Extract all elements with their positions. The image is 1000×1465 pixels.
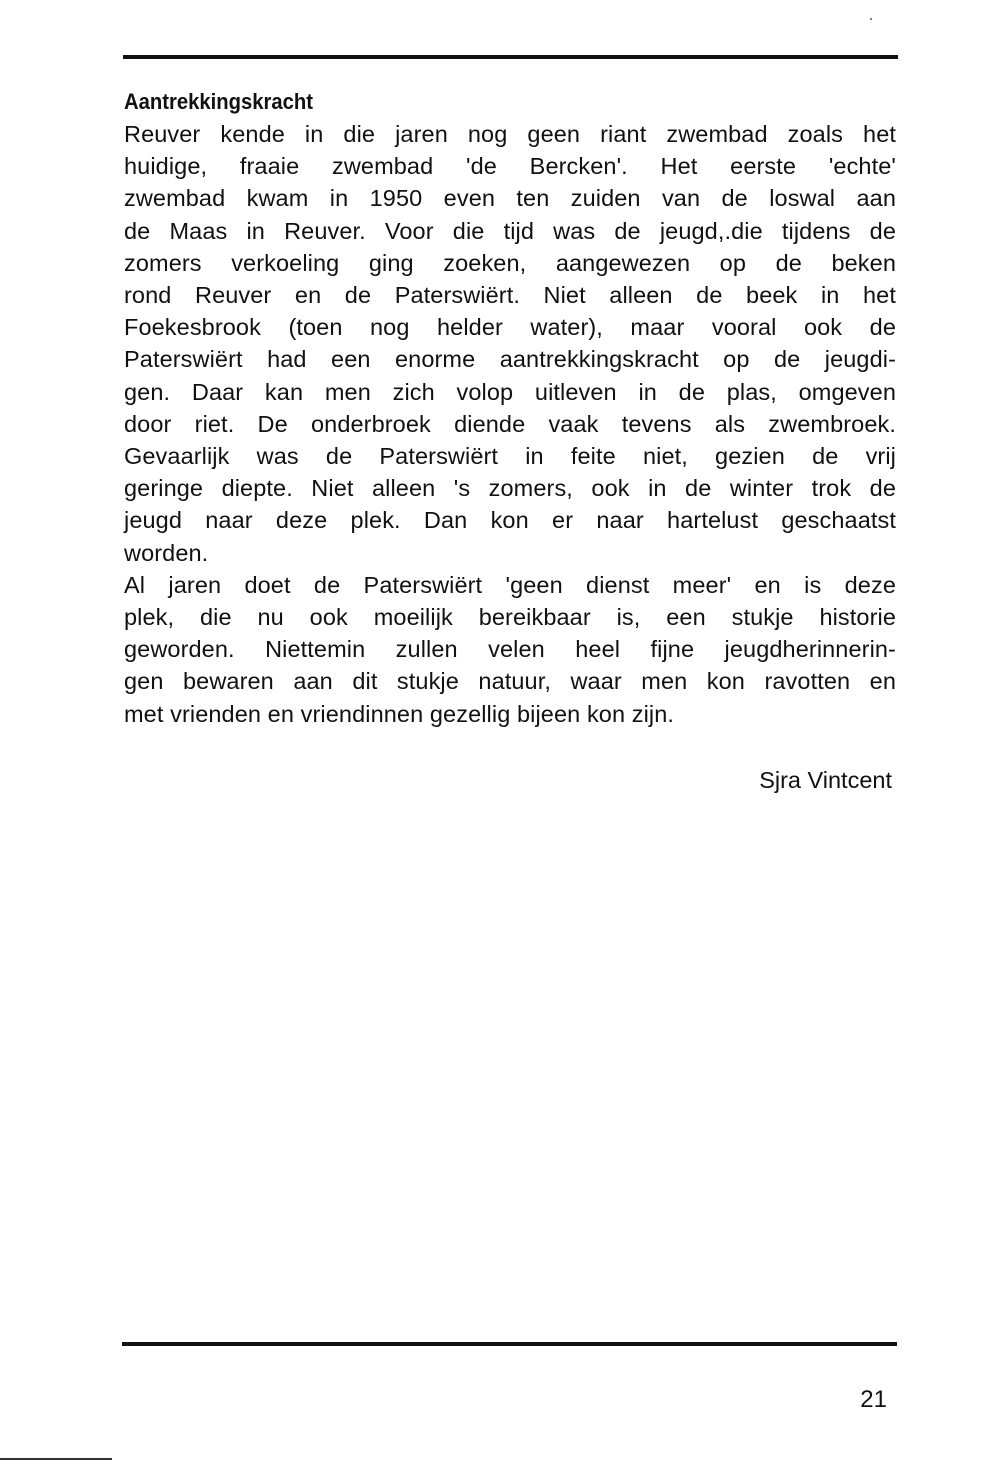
text-line: gen bewaren aan dit stukje natuur, waar men kon ravotten en [124, 668, 896, 695]
text-line: Al jaren doet de Paterswiërt 'geen dienst meer' en is deze [124, 571, 896, 598]
text-line: rond Reuver en de Paterswiërt. Niet alleen de beek in het [124, 282, 896, 309]
page-number: 21 [860, 1386, 887, 1413]
text-line: door riet. De onderbroek diende vaak tevens als zwembroek. [124, 410, 896, 437]
text-line: huidige, fraaie zwembad 'de Bercken'. Het eerste 'echte' [124, 153, 896, 180]
text-line: geworden. Niettemin zullen velen heel fijne jeugdherinnerin- [124, 636, 896, 663]
text-line: jeugd naar deze plek. Dan kon er naar hartelust geschaatst [124, 507, 896, 534]
text-line: Foekesbrook (toen nog helder water), maar vooral ook de [124, 314, 896, 341]
text-line: Gevaarlijk was de Paterswiërt in feite niet, gezien de vrij [124, 443, 896, 470]
text-line: gen. Daar kan men zich volop uitleven in de plas, omgeven [124, 378, 896, 405]
text-line: Reuver kende in die jaren nog geen riant zwembad zoals het [124, 121, 896, 147]
text-line: Paterswiërt had een enorme aantrekkingskracht op de jeugdi- [124, 346, 896, 373]
corner-rule [0, 1458, 112, 1460]
top-rule [123, 55, 898, 59]
article-heading: Aantrekkingskracht [124, 89, 313, 114]
text-line: plek, die nu ook moeilijk bereikbaar is, een stukje historie [124, 604, 896, 631]
text-line: geringe diepte. Niet alleen 's zomers, ook in de winter trok de [124, 475, 896, 502]
text-line: de Maas in Reuver. Voor die tijd was de jeugd,.die tijdens de [124, 217, 896, 244]
article [124, 86, 896, 730]
text-line: zwembad kwam in 1950 even ten zuiden van de loswal aan [124, 185, 896, 212]
text-line: zomers verkoeling ging zoeken, aangewezen op de beken [124, 249, 896, 276]
text-line: met vrienden en vriendinnen gezellig bijeen kon zijn. [124, 700, 675, 727]
scan-speck [870, 18, 872, 20]
text-line: worden. [124, 539, 209, 566]
bottom-rule [122, 1342, 897, 1346]
paragraph-1 [124, 118, 896, 569]
author-signature: Sjra Vintcent [759, 767, 892, 793]
article-body [124, 118, 896, 730]
paragraph-2 [124, 569, 896, 730]
